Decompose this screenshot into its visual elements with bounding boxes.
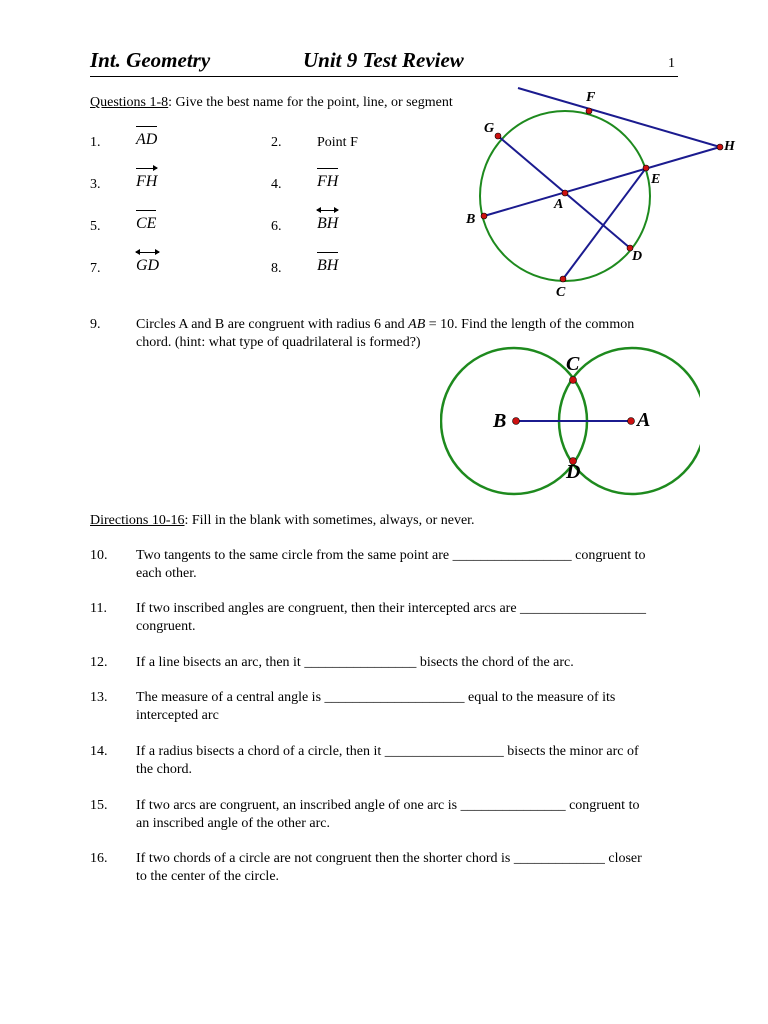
label-d: D [566,461,581,483]
question-number: 13. [90,690,108,705]
q9-text-b: = 10. Find the length of the common [425,317,635,332]
label-e: E [651,172,661,187]
question-text [136,797,680,833]
question-number: 4. [271,177,282,192]
question-line: If two inscribed angles are congruent, then their intercepted arcs are __________________ [136,601,647,616]
question-text [136,743,680,779]
label-h: H [724,139,735,154]
line-bh [484,147,720,216]
section1-instruction-text: : Give the best name for the point, line, or segment [168,95,453,110]
question-number: 3. [90,177,101,192]
section2-instruction [90,512,475,530]
label-c: C [556,285,566,300]
question-number: 5. [90,219,101,234]
answer-label: Point F [317,135,358,150]
question-line: congruent. [136,619,196,634]
line-fh [518,88,720,147]
label-text: FH [136,173,158,190]
question-number: 10. [90,548,108,563]
point-a [562,190,568,196]
question-number: 15. [90,798,108,813]
point-f [586,108,592,114]
point-g [495,133,501,139]
question-line: If a line bisects an arc, then it ________________ bisects the chord of the arc. [136,655,574,670]
question-line: The measure of a central angle is ____________________ equal to the measure of its [136,690,616,705]
line-symbol [136,250,159,275]
label-g: G [484,121,495,136]
header-left: Int. Geometry [90,48,211,72]
ray-symbol [136,166,157,191]
question-number: 6. [271,219,282,234]
page-number: 1 [668,56,675,71]
question-number: 1. [90,135,101,150]
circle-figure-2 [440,342,700,502]
circle-figure-1 [440,80,760,300]
question-line: If two chords of a circle are not congruent then the shorter chord is _____________ closer [136,851,642,866]
header-rule [90,76,678,77]
question-line: to the center of the circle. [136,869,280,884]
point-c [560,276,566,282]
answer-label [136,166,157,191]
line-symbol [317,208,338,233]
label-f: F [586,90,596,105]
question-line: the chord. [136,762,192,777]
label-text: FH [317,173,339,190]
label-a: A [554,197,564,212]
question-number: 7. [90,261,101,276]
label-b: B [493,410,507,432]
label-text: BH [317,257,339,274]
section1-instruction [90,94,453,112]
segment-symbol [317,250,338,275]
label-text: CE [136,215,157,232]
q9-text-c: chord. (hint: what type of quadrilateral is formed?) [136,335,421,350]
question-number: 8. [271,261,282,276]
label-text: GD [136,257,160,274]
question-text [136,654,680,672]
label-text: AD [136,131,158,148]
question-text [136,689,680,725]
question-number: 16. [90,851,108,866]
point-b [481,213,487,219]
label-c: C [566,353,580,375]
question-number: 2. [271,135,282,150]
label-text: BH [317,215,339,232]
question-line: intercepted arc [136,708,219,723]
question-text [136,547,680,583]
question-text [136,850,680,886]
question-line: each other. [136,566,197,581]
point-b [513,418,520,425]
question-number: 11. [90,601,107,616]
segment-symbol [317,166,338,191]
label-b: B [466,212,476,227]
q9-ab: AB [408,317,426,332]
question-number: 9. [90,317,101,332]
answer-label [136,250,159,275]
question-line: If two arcs are congruent, an inscribed angle of one arc is _______________ congruent to [136,798,640,813]
question-line: If a radius bisects a chord of a circle, then it _________________ bisects the minor arc of [136,744,639,759]
label-a: A [637,409,651,431]
header-title: Unit 9 Test Review [303,48,464,72]
question-number: 12. [90,655,108,670]
answer-label [136,208,156,233]
section2-title: Directions 10-16 [90,513,185,528]
label-d: D [632,249,643,264]
answer-label [317,166,338,191]
point-c [570,377,577,384]
segment-symbol [136,124,157,149]
point-e [643,165,649,171]
question-text [136,600,680,636]
question-line: Two tangents to the same circle from the same point are _________________ congruent to [136,548,646,563]
segment-symbol [136,208,156,233]
point-h [717,144,723,150]
question-line: an inscribed angle of the other arc. [136,816,330,831]
question-number: 14. [90,744,108,759]
answer-label [317,250,338,275]
section1-title: Questions 1-8 [90,95,169,110]
answer-label [317,208,338,233]
section2-instruction-text: : Fill in the blank with sometimes, always, or never. [184,513,475,528]
answer-label [136,124,157,149]
q9-text-a: Circles A and B are congruent with radius 6 and [136,317,409,332]
point-a [628,418,635,425]
